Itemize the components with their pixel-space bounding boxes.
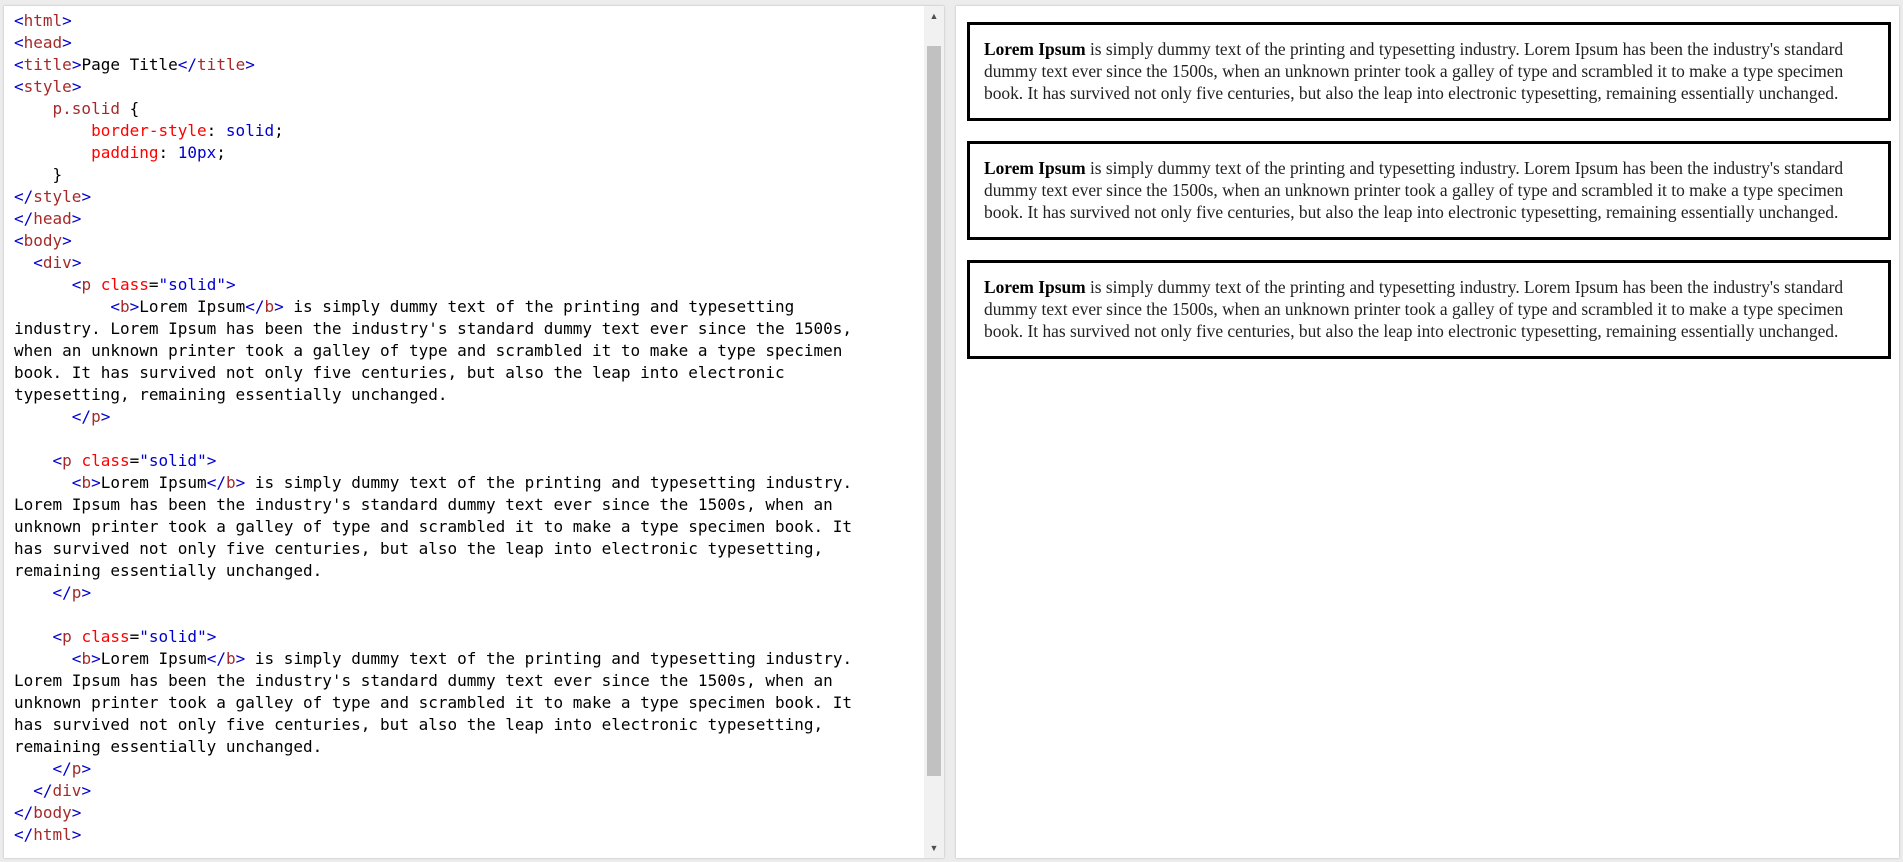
code-editor-pane[interactable] [4, 6, 944, 858]
code-line: <b>Lorem Ipsum</b> is simply dummy text of the printing and typesetting [110, 297, 795, 316]
code-line: p.solid { [52, 99, 140, 118]
code-line: Lorem Ipsum has been the industry's standard dummy text ever since the 1500s, when an [14, 671, 833, 690]
preview-paragraph [967, 141, 1891, 240]
paragraph-body-text: is simply dummy text of the printing and typesetting industry. Lorem Ipsum has been the industry's standard dummy text ever since the 1500s, when an unknown printer took a galley of type and scrambled it to make a type specimen book. It has survived not only five centuries, but also the leap into electronic typesetting, remaining essentially unchanged. [984, 39, 1844, 103]
code-line: <div> [33, 253, 82, 272]
code-line: industry. Lorem Ipsum has been the industry's standard dummy text ever since the 1500s, [14, 319, 853, 338]
code-line: has survived not only five centuries, but also the leap into electronic typesetting, [14, 715, 824, 734]
code-line: <body> [14, 231, 72, 250]
preview-paragraph [967, 260, 1891, 359]
paragraph-bold-text: Lorem Ipsum [984, 158, 1086, 178]
paragraph-body-text: is simply dummy text of the printing and typesetting industry. Lorem Ipsum has been the industry's standard dummy text ever since the 1500s, when an unknown printer took a galley of type and scrambled it to make a type specimen book. It has survived not only five centuries, but also the leap into electronic typesetting, remaining essentially unchanged. [984, 158, 1844, 222]
code-line: </p> [52, 583, 92, 602]
code-line: remaining essentially unchanged. [14, 561, 323, 580]
paragraph-body-text: is simply dummy text of the printing and typesetting industry. Lorem Ipsum has been the industry's standard dummy text ever since the 1500s, when an unknown printer took a galley of type and scrambled it to make a type specimen book. It has survived not only five centuries, but also the leap into electronic typesetting, remaining essentially unchanged. [984, 277, 1844, 341]
code-line: </p> [71, 407, 111, 426]
code-editor[interactable] [14, 10, 918, 846]
code-line: <b>Lorem Ipsum</b> is simply dummy text of the printing and typesetting industry. [71, 473, 853, 492]
code-line: </div> [33, 781, 92, 800]
result-preview-pane [956, 6, 1899, 858]
scroll-up-arrow-icon[interactable]: ▲ [929, 11, 939, 21]
code-editor-scrollbar[interactable] [924, 6, 944, 858]
code-line: book. It has survived not only five centuries, but also the leap into electronic [14, 363, 785, 382]
code-line: Lorem Ipsum has been the industry's standard dummy text ever since the 1500s, when an [14, 495, 833, 514]
code-line: padding: 10px; [91, 143, 226, 162]
code-line: <title>Page Title</title> [14, 55, 255, 74]
code-line: unknown printer took a galley of type and scrambled it to make a type specimen book. It [14, 693, 853, 712]
code-line: </head> [14, 209, 82, 228]
code-line: <style> [14, 77, 82, 96]
preview-paragraph [967, 22, 1891, 121]
code-line: <p class="solid"> [52, 627, 217, 646]
code-line: </html> [14, 825, 82, 844]
paragraph-bold-text: Lorem Ipsum [984, 39, 1086, 59]
code-line: <p class="solid"> [52, 451, 217, 470]
code-line: </body> [14, 803, 82, 822]
code-line [14, 604, 918, 626]
code-line: has survived not only five centuries, but also the leap into electronic typesetting, [14, 539, 824, 558]
code-line: remaining essentially unchanged. [14, 737, 323, 756]
code-line: when an unknown printer took a galley of type and scrambled it to make a type specimen [14, 341, 843, 360]
paragraph-bold-text: Lorem Ipsum [984, 277, 1086, 297]
code-line: <head> [14, 33, 72, 52]
scroll-down-arrow-icon[interactable]: ▼ [929, 843, 939, 853]
code-line: border-style: solid; [91, 121, 284, 140]
code-line: unknown printer took a galley of type and scrambled it to make a type specimen book. It [14, 517, 853, 536]
code-line: <html> [14, 11, 72, 30]
code-line: </p> [52, 759, 92, 778]
code-line: </style> [14, 187, 92, 206]
code-line: } [14, 165, 63, 184]
code-line: typesetting, remaining essentially unchanged. [14, 385, 448, 404]
scrollbar-thumb[interactable] [927, 46, 941, 776]
code-line: <b>Lorem Ipsum</b> is simply dummy text of the printing and typesetting industry. [71, 649, 853, 668]
code-line [14, 428, 918, 450]
code-line: <p class="solid"> [71, 275, 236, 294]
